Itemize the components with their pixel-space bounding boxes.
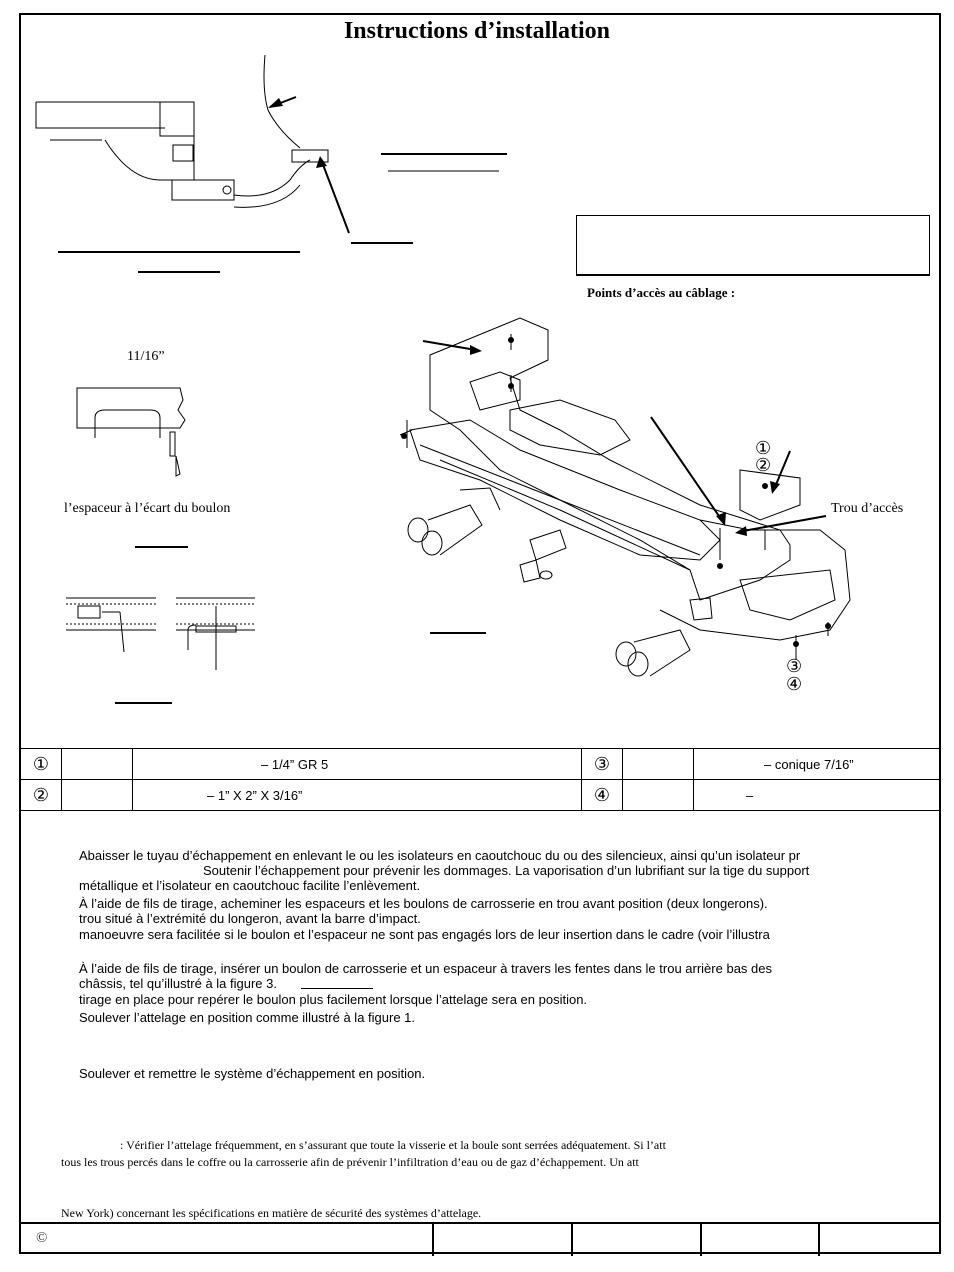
- part-qty: [623, 749, 694, 780]
- footer-cell: [432, 1224, 434, 1256]
- part-description: – conique 7/16”: [694, 749, 941, 780]
- part-description: – 1” X 2” X 3/16”: [133, 780, 582, 811]
- footer-cell: [571, 1224, 573, 1256]
- parts-table: [20, 748, 941, 811]
- instruction-line: Soulever et remettre le système d’échappement en position.: [79, 1066, 426, 1081]
- part-number: ②: [21, 780, 62, 811]
- part-description: –: [694, 780, 941, 811]
- instruction-line: tirage en place pour repérer le boulon plus facilement lorsque l’attelage sera en position.: [79, 992, 588, 1007]
- instruction-line: Abaisser le tuyau d’échappement en enlevant le ou les isolateurs en caoutchouc du ou des silencieux, ainsi qu’un isolateur pr: [79, 848, 801, 863]
- warning-note: New York) concernant les spécifications en matière de sécurité des systèmes d’attelage.: [61, 1206, 482, 1220]
- instruction-line: À l’aide de fils de tirage, acheminer les espaceurs et les boulons de carrosserie en trou avant position (deux longerons).: [79, 896, 768, 911]
- page-title: Instructions d’installation: [343, 18, 611, 44]
- part-description: – 1/4” GR 5: [133, 749, 582, 780]
- part-number: ①: [21, 749, 62, 780]
- footer-bar: [20, 1222, 941, 1256]
- figure-underline-3: [301, 988, 373, 989]
- part-qty: [623, 780, 694, 811]
- table-row: [21, 780, 941, 811]
- instruction-line: Soutenir l’échappement pour prévenir les dommages. La vaporisation d’un lubrifiant sur la tige du support: [203, 863, 810, 878]
- instruction-line: Soulever l’attelage en position comme illustré à la figure 1.: [79, 1010, 416, 1025]
- wiring-access-label: Points d’accès au câblage :: [587, 285, 736, 300]
- callout-3: ③: [786, 656, 803, 676]
- spacer-note: l’espaceur à l’écart du boulon: [64, 501, 231, 516]
- access-hole-label: Trou d’accès: [831, 501, 904, 516]
- part-number: ④: [582, 780, 623, 811]
- instruction-line: trou situé à l’extrémité du longeron, avant la barre d’impact.: [79, 911, 421, 926]
- warning-note: : Vérifier l’attelage fréquemment, en s’assurant que toute la visserie et la boule sont serrées adéquatement. Si l’att: [120, 1138, 666, 1152]
- instruction-line: châssis, tel qu’illustré à la figure 3.: [79, 976, 277, 991]
- footer-cell: [818, 1224, 820, 1256]
- footer-cell: [700, 1224, 702, 1256]
- callout-4: ④: [786, 674, 803, 694]
- callout-1: ①: [755, 438, 772, 458]
- table-row: [21, 749, 941, 780]
- copyright-symbol: ©: [36, 1230, 48, 1246]
- warning-note: tous les trous percés dans le coffre ou la carrosserie afin de prévenir l’infiltration d’eau ou de gaz d’échappement. Un att: [61, 1155, 639, 1169]
- size-label: 11/16”: [127, 349, 165, 364]
- instruction-line: manoeuvre sera facilitée si le boulon et l’espaceur ne sont pas engagés lors de leur insertion dans le cadre (voir l’illustra: [79, 927, 770, 942]
- instruction-line: métallique et l’isolateur en caoutchouc facilite l’enlèvement.: [79, 878, 421, 893]
- callout-2: ②: [755, 455, 772, 475]
- part-qty: [62, 780, 133, 811]
- part-number: ③: [582, 749, 623, 780]
- instruction-line: À l’aide de fils de tirage, insérer un boulon de carrosserie et un espaceur à travers les fentes dans le trou arrière bas des: [79, 961, 772, 976]
- part-qty: [62, 749, 133, 780]
